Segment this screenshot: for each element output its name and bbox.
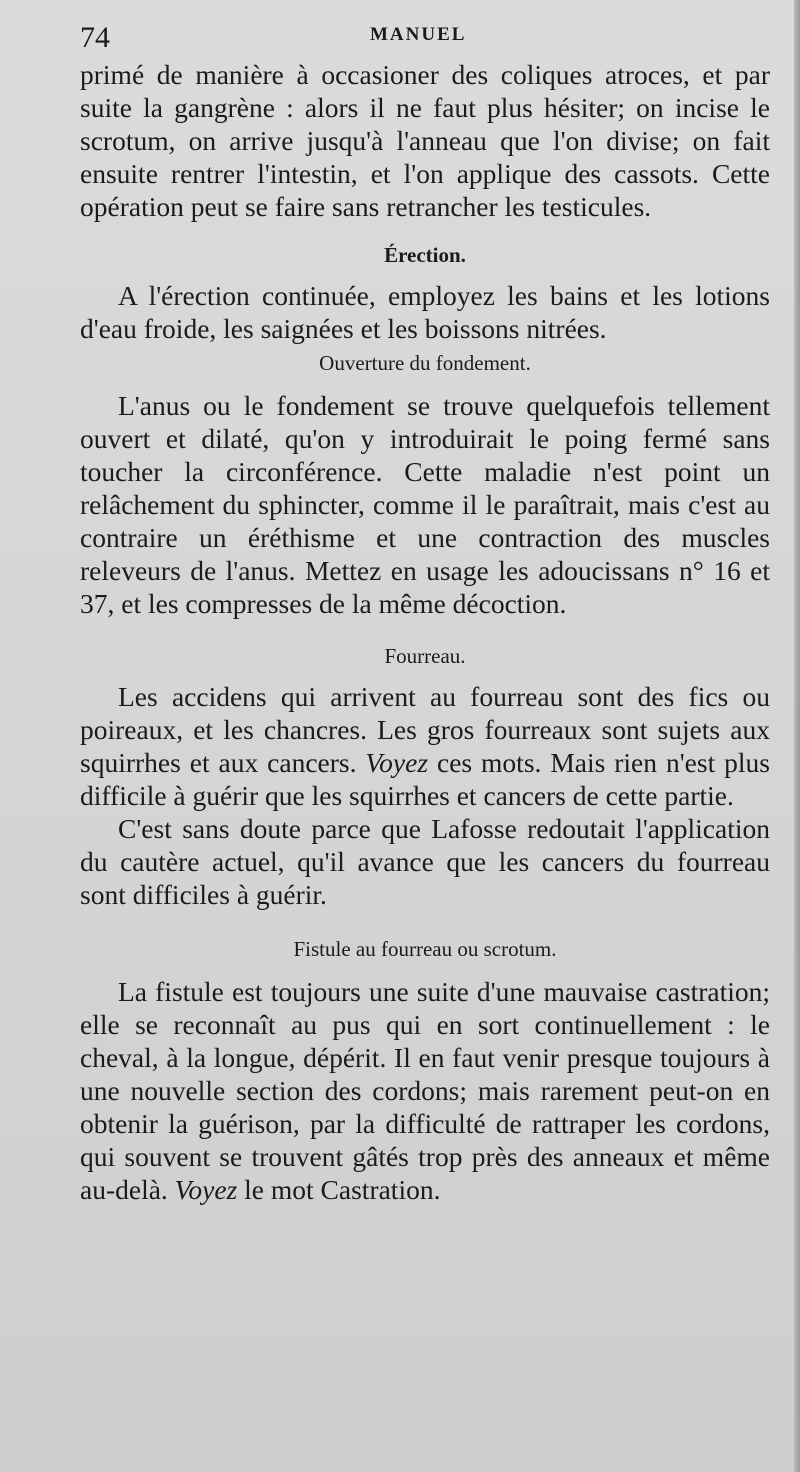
paragraph-fourreau-text-a: Les accidens qui arrivent au fourreau sont des fics ou poireaux, et les chancres. Les gros fourreaux sont sujets aux squirrhes et aux cancers.: [80, 681, 770, 778]
section-heading-erection: Érection.: [384, 243, 466, 267]
voyez-reference: Voyez: [365, 747, 429, 778]
section-heading-fistule: Fistule au fourreau ou scrotum.: [293, 937, 557, 961]
page-header: [80, 18, 770, 58]
paragraph-fistule: [80, 975, 770, 1206]
running-head: MANUEL: [370, 24, 467, 45]
paragraph-fistule-text-a: La fistule est toujours une suite d'une mauvaise castration; elle se reconnaît au pus qui en sort continuellement : le cheval, à la longue, dépérit. Il en faut venir presque toujours à une nouvelle section des cordons; mais rarement peut-on en obtenir la guérison, par la difficulté de rattraper les cordons, qui souvent se trouvent gâtés trop près des anneaux et même au-delà.: [80, 976, 770, 1205]
paragraph-continuation: primé de manière à occasioner des coliques atroces, et par suite la gangrène : alors il ne faut plus hésiter; on incise le scrotum, on arrive jusqu'à l'anneau que l'on divise; on fait ensuite rentrer l'intestin, et l'on applique des cassots. Cette opération peut se faire sans retrancher les testicules.: [80, 59, 770, 222]
paragraph-fourreau-text-b: ces mots. Mais rien n'est plus difficile à guérir que les squirrhes et cancers de cette partie.: [80, 747, 770, 811]
voyez-reference: Voyez: [174, 1174, 238, 1205]
page-body: [80, 58, 770, 1206]
section-heading-ouverture: Ouverture du fondement.: [319, 351, 531, 375]
paragraph-fourreau: [80, 680, 770, 812]
section-heading-fourreau: Fourreau.: [384, 644, 466, 668]
paragraph-erection: A l'érection continuée, employez les bains et les lotions d'eau froide, les saignées et les boissons nitrées.: [80, 280, 770, 344]
paragraph-ouverture: L'anus ou le fondement se trouve quelquefois tellement ouvert et dilaté, qu'on y introduirait le poing fermé sans toucher la circonférence. Cette maladie n'est point un relâchement du sphincter, comme il le paraîtrait, mais c'est au contraire un éréthisme et une contraction des muscles releveurs de l'anus. Mettez en usage les adoucissans n° 16 et 37, et les compresses de la même décoction.: [80, 390, 770, 619]
page-number: 74: [80, 21, 110, 54]
paragraph-lafosse: C'est sans doute parce que Lafosse redoutait l'application du cautère actuel, qu'il avance que les cancers du fourreau sont difficiles à guérir.: [80, 813, 770, 910]
page-edge-shadow: [794, 0, 800, 1472]
paragraph-fistule-text-b: le mot Castration.: [244, 1174, 441, 1205]
